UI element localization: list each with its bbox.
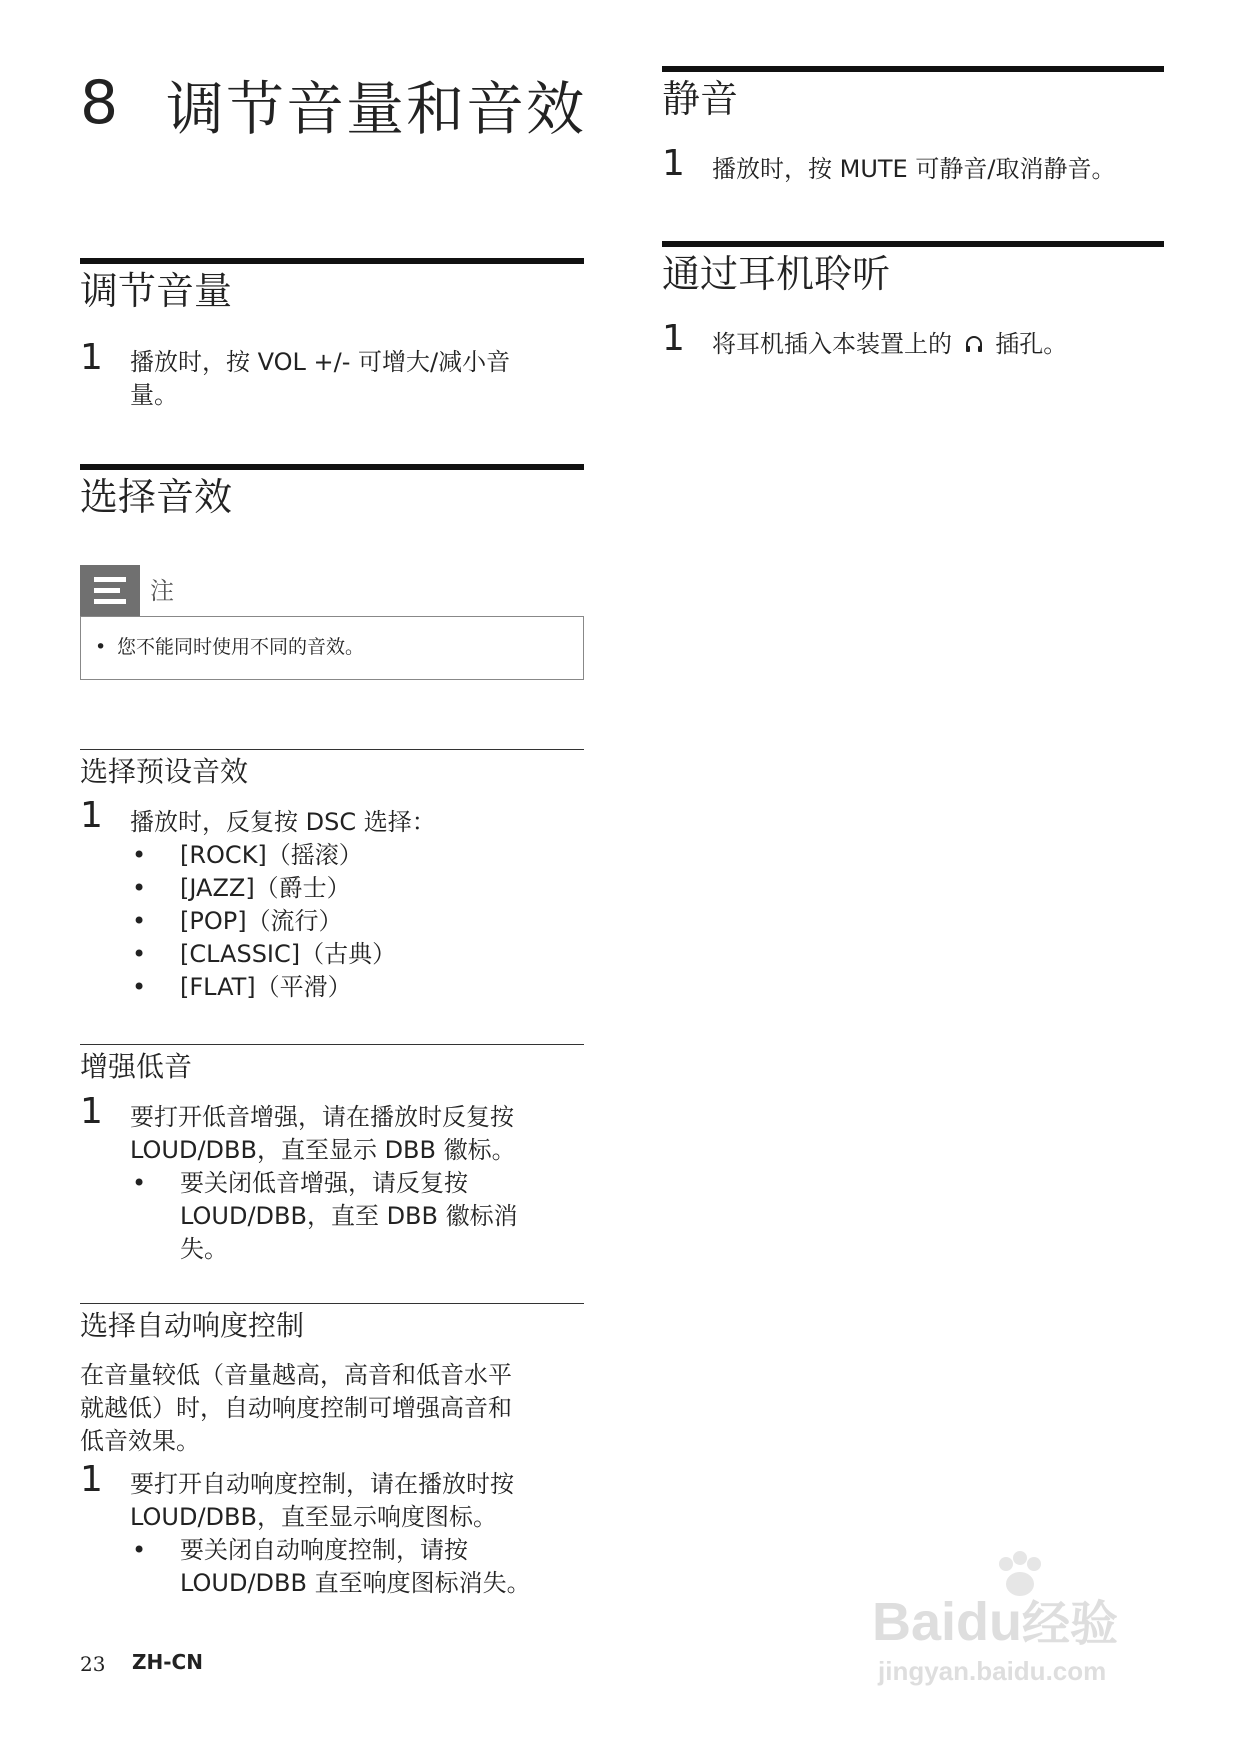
note-label: 注	[150, 577, 174, 605]
subsection-divider	[80, 749, 584, 750]
section-divider	[80, 464, 584, 470]
volume-step-text: 播放时，按 VOL +/- 可增大/减小音量。	[130, 348, 511, 409]
preset-heading: 选择预设音效	[80, 755, 249, 788]
note-box	[80, 616, 584, 680]
step-number: 1	[80, 337, 103, 378]
preset-option-rock: [ROCK]（摇滚）	[180, 841, 363, 869]
preset-option-jazz: [JAZZ]（爵士）	[180, 874, 351, 902]
step-number: 1	[80, 1459, 103, 1500]
note-icon	[80, 565, 140, 617]
loudness-sub-line: LOUD/DBB 直至响度图标消失。	[180, 1569, 531, 1597]
sound-heading: 选择音效	[80, 475, 233, 519]
bass-sub-line: LOUD/DBB，直至 DBB 徽标消	[180, 1202, 518, 1230]
mute-step-text: 播放时，按 MUTE 可静音/取消静音。	[712, 155, 1116, 183]
loudness-para-line: 低音效果。	[80, 1427, 200, 1455]
language-code: ZH-CN	[132, 1650, 203, 1674]
bass-step-line: 要打开低音增强，请在播放时反复按	[130, 1103, 514, 1131]
headphone-step-text: 将耳机插入本装置上的 插孔。	[712, 330, 1068, 358]
page-number: 23	[80, 1652, 106, 1676]
loudness-heading: 选择自动响度控制	[80, 1309, 305, 1342]
note-bullet: •	[95, 636, 107, 658]
list-item: • [FLAT]（平滑）	[132, 971, 532, 1004]
bass-sub-line: 失。	[180, 1235, 228, 1263]
bass-sub-line: 要关闭低音增强，请反复按	[180, 1169, 468, 1197]
bass-heading: 增强低音	[80, 1050, 193, 1083]
list-bullet: •	[132, 1536, 147, 1564]
volume-heading: 调节音量	[80, 269, 233, 313]
baidu-watermark: Baidu经验 jingyan.baidu.com	[872, 1550, 1172, 1700]
loudness-para-line: 就越低）时，自动响度控制可增强高音和	[80, 1394, 512, 1422]
bass-step-line: LOUD/DBB，直至显示 DBB 徽标。	[130, 1136, 516, 1164]
preset-step-text: 播放时，反复按 DSC 选择：	[130, 808, 436, 836]
loudness-para-line: 在音量较低（音量越高，高音和低音水平	[80, 1361, 512, 1389]
section-divider	[662, 241, 1164, 247]
list-item: • [CLASSIC]（古典）	[132, 938, 532, 971]
list-item: • [ROCK]（摇滚）	[132, 839, 532, 872]
loudness-sub-line: 要关闭自动响度控制，请按	[180, 1536, 468, 1564]
step-number: 1	[662, 318, 685, 359]
chapter-title: 调节音量和音效	[166, 75, 587, 143]
preset-option-flat: [FLAT]（平滑）	[180, 973, 352, 1001]
mute-heading: 静音	[662, 77, 739, 121]
watermark-url: jingyan.baidu.com	[878, 1656, 1107, 1686]
list-bullet: •	[132, 1169, 147, 1197]
note-text: 您不能同时使用不同的音效。	[117, 636, 365, 658]
step-number: 1	[80, 1091, 103, 1132]
step-number: 1	[80, 795, 103, 836]
headphone-heading: 通过耳机聆听	[662, 252, 891, 296]
loudness-step-line: LOUD/DBB，直至显示响度图标。	[130, 1503, 497, 1531]
section-divider	[80, 258, 584, 264]
subsection-divider	[80, 1303, 584, 1304]
step-number: 1	[662, 143, 685, 184]
headphone-icon	[964, 334, 984, 354]
preset-option-classic: [CLASSIC]（古典）	[180, 940, 397, 968]
subsection-divider	[80, 1044, 584, 1045]
loudness-step-line: 要打开自动响度控制，请在播放时按	[130, 1470, 514, 1498]
section-divider	[662, 66, 1164, 72]
chapter-number: 8	[80, 68, 119, 138]
preset-option-pop: [POP]（流行）	[180, 907, 343, 935]
list-item: • [POP]（流行）	[132, 905, 532, 938]
list-item: • [JAZZ]（爵士）	[132, 872, 532, 905]
